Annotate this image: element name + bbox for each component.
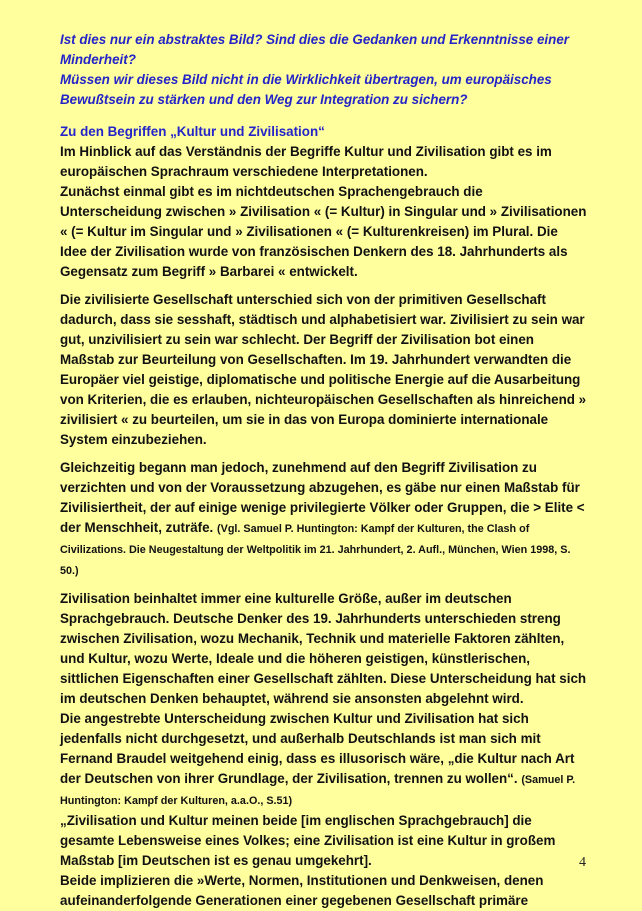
paragraph-8: Beide implizieren die »Werte, Normen, Institutionen und Denkweisen, denen aufeinanderfolgende Generationen einer gegebenen Gesellschaft primäre — [60, 873, 544, 908]
intro-question-1: Ist dies nur ein abstraktes Bild? Sind dies die Gedanken und Erkenntnisse einer Minderheit? — [60, 32, 569, 67]
page-content — [60, 30, 588, 911]
paragraph-2: Zunächst einmal gibt es im nichtdeutschen Sprachengebrauch die Unterscheidung zwischen » Zivilisation « (= Kultur) in Singular und » Zivilisationen « (= Kultur im Singular und » Zivilisationen « (= Kulturenkreisen) im Plural. Die Idee der Zivilisation wurde von französischen Denkern des 18. Jahrhunderts als Gegensatz zum Begriff » Barbarei « entwickelt. — [60, 184, 587, 279]
paragraph-6 — [60, 709, 588, 811]
paragraph-4 — [60, 458, 588, 581]
intro-question-2: Müssen wir dieses Bild nicht in die Wirklichkeit übertragen, um europäisches Bewußtsein zu stärken und den Weg zur Integration zu sichern? — [60, 72, 552, 107]
citation-1: (Vgl. Samuel P. Huntington: Kampf der Kulturen, the Clash of Civilizations. Die Neugestaltung der Weltpolitik im 21. Jahrhundert, 2. Aufl., München, Wien 1998, S. 50.) — [60, 523, 571, 577]
paragraph-7: „Zivilisation und Kultur meinen beide [im englischen Sprachgebrauch] die gesamte Lebensweise eines Volkes; eine Zivilisation ist eine Kultur in großem Maßstab [im Deutschen ist es genau umgekehrt]. — [60, 813, 556, 868]
paragraph-4-text: Gleichzeitig begann man jedoch, zunehmend auf den Begriff Zivilisation zu verzichten und von der Voraussetzung abzugehen, es gäbe nur einen Maßstab für Zivilisiertheit, der auf einige wenige privilegierte Völker oder Gruppen, die > Elite < der Menschheit, zuträfe. — [60, 460, 585, 535]
paragraph-5: Zivilisation beinhaltet immer eine kulturelle Größe, außer im deutschen Sprachgebrauch. Deutsche Denker des 19. Jahrhunderts unterschieden streng zwischen Zivilisation, wozu Mechanik, Technik und materielle Faktoren zählten, und Kultur, wozu Werte, Ideale und die höheren geistigen, künstlerischen, sittlichen Eigenschaften einer Gesellschaft zählten. Diese Unterscheidung hat sich im deutschen Denken behauptet, während sie ansonsten abgelehnt wird. — [60, 591, 587, 706]
paragraph-1: Im Hinblick auf das Verständnis der Begriffe Kultur und Zivilisation gibt es im europäischen Sprachraum verschiedene Interpretationen. — [60, 144, 552, 179]
page-number: 4 — [579, 855, 586, 870]
section-heading: Zu den Begriffen „Kultur und Zivilisation“ — [60, 124, 325, 139]
paragraph-3: Die zivilisierte Gesellschaft unterschied sich von der primitiven Gesellschaft dadurch, dass sie sesshaft, städtisch und alphabetisiert war. Zivilisiert zu sein war gut, unzivilisiert zu sein war schlecht. Der Begriff der Zivilisation bot einen Maßstab zur Beurteilung von Gesellschaften. Im 19. Jahrhundert verwandten die Europäer viel geistige, diplomatische und politische Energie auf die Ausarbeitung von Kriterien, die es erlauben, nichteuropäischen Gesellschaften als hinreichend » zivilisiert « zu beurteilen, um sie in das von Europa dominierte internationale System einzubeziehen. — [60, 292, 587, 447]
citation-2: (Samuel P. Huntington: Kampf der Kulturen, a.a.O., S.51) — [60, 774, 576, 807]
paragraph-6-text: Die angestrebte Unterscheidung zwischen Kultur und Zivilisation hat sich jedenfalls nicht durchgesetzt, und außerhalb Deutschlands ist man sich mit Fernand Braudel weitgehend einig, dass es illusorisch wäre, „die Kultur nach Art der Deutschen von ihrer Grundlage, der Zivilisation, trennen zu wollen“. — [60, 711, 575, 786]
